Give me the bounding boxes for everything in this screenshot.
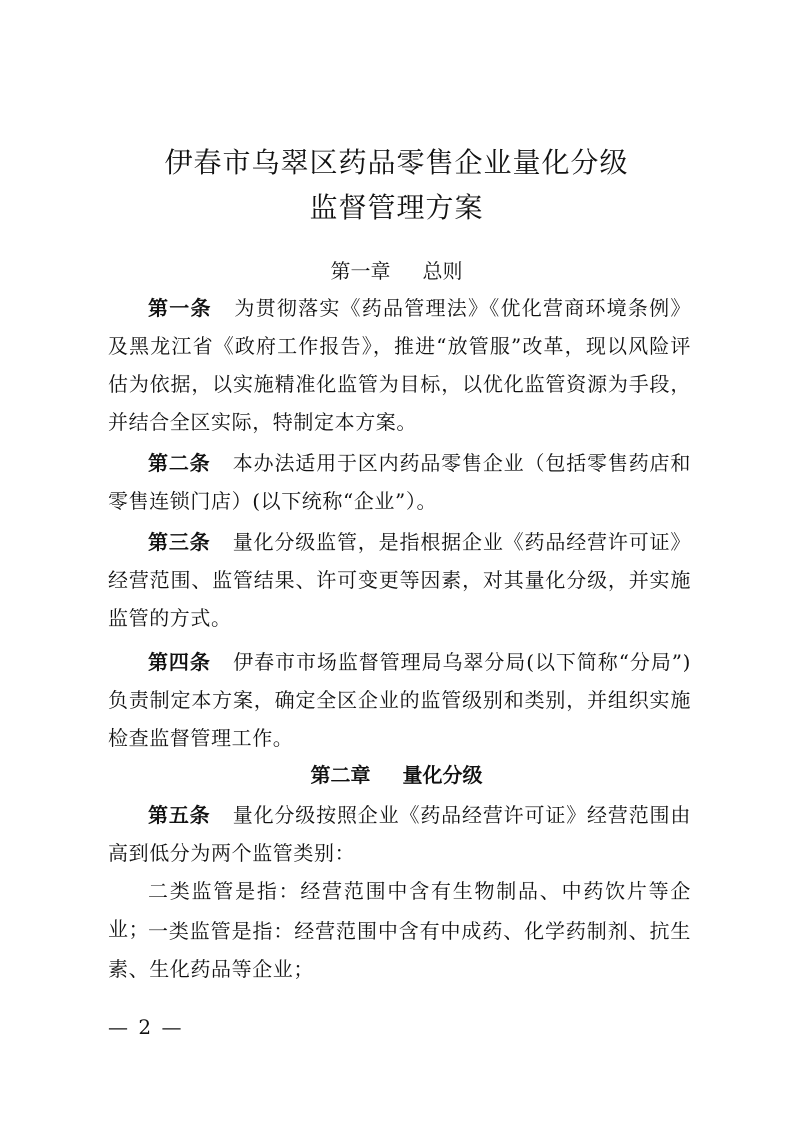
document-title-line-2: 监督管理方案 <box>309 191 484 224</box>
article-4-text: 伊春市市场监督管理局乌翠分局(以下简称“分局”)负责制定本方案，确定全区企业的监管级别和类别，并组织实施检查监督管理工作。 <box>108 650 691 750</box>
chapter-2-label: 第二章 <box>310 763 371 787</box>
article-3-number: 第三条 <box>148 530 211 554</box>
article-1-number: 第一条 <box>148 296 212 320</box>
article-1 <box>108 289 691 441</box>
page-number: — 2 — <box>108 1015 184 1039</box>
chapter-1-heading <box>0 256 793 286</box>
article-4-number: 第四条 <box>148 650 211 674</box>
article-3 <box>108 523 691 637</box>
article-2 <box>108 444 691 520</box>
class-1-definition: 一类监管是指：经营范围中含有中成药、化学药制剂、抗生素、生化药品等企业； <box>108 919 691 981</box>
article-5-number: 第五条 <box>148 803 211 827</box>
class-2-definition: 二类监管是指：经营范围中含有生物制品、中药饮片等企业； <box>108 879 691 941</box>
article-5 <box>108 796 691 872</box>
article-5-text: 量化分级按照企业《药品经营许可证》经营范围由高到低分为两个监管类别： <box>108 803 691 865</box>
chapter-1-name: 总则 <box>422 259 463 283</box>
article-1-text: 为贯彻落实《药品管理法》《优化营商环境条例》及黑龙江省《政府工作报告》，推进“放管服”改革，现以风险评估为依据，以实施精准化监管为目标，以优化监管资源为手段，并结合全区实际，特制定本方案。 <box>108 296 691 434</box>
chapter-2-name: 量化分级 <box>402 763 483 787</box>
article-2-text: 本办法适用于区内药品零售企业（包括零售药店和零售连锁门店）(以下统称“企业”）。 <box>108 451 691 513</box>
document-title-line-1: 伊春市乌翠区药品零售企业量化分级 <box>164 146 629 179</box>
article-2-number: 第二条 <box>148 451 211 475</box>
chapter-2-heading <box>0 760 793 790</box>
chapter-1-label: 第一章 <box>330 259 391 283</box>
article-3-text: 量化分级监管，是指根据企业《药品经营许可证》经营范围、监管结果、许可变更等因素，对其量化分级，并实施监管的方式。 <box>108 530 691 630</box>
article-4 <box>108 643 691 757</box>
